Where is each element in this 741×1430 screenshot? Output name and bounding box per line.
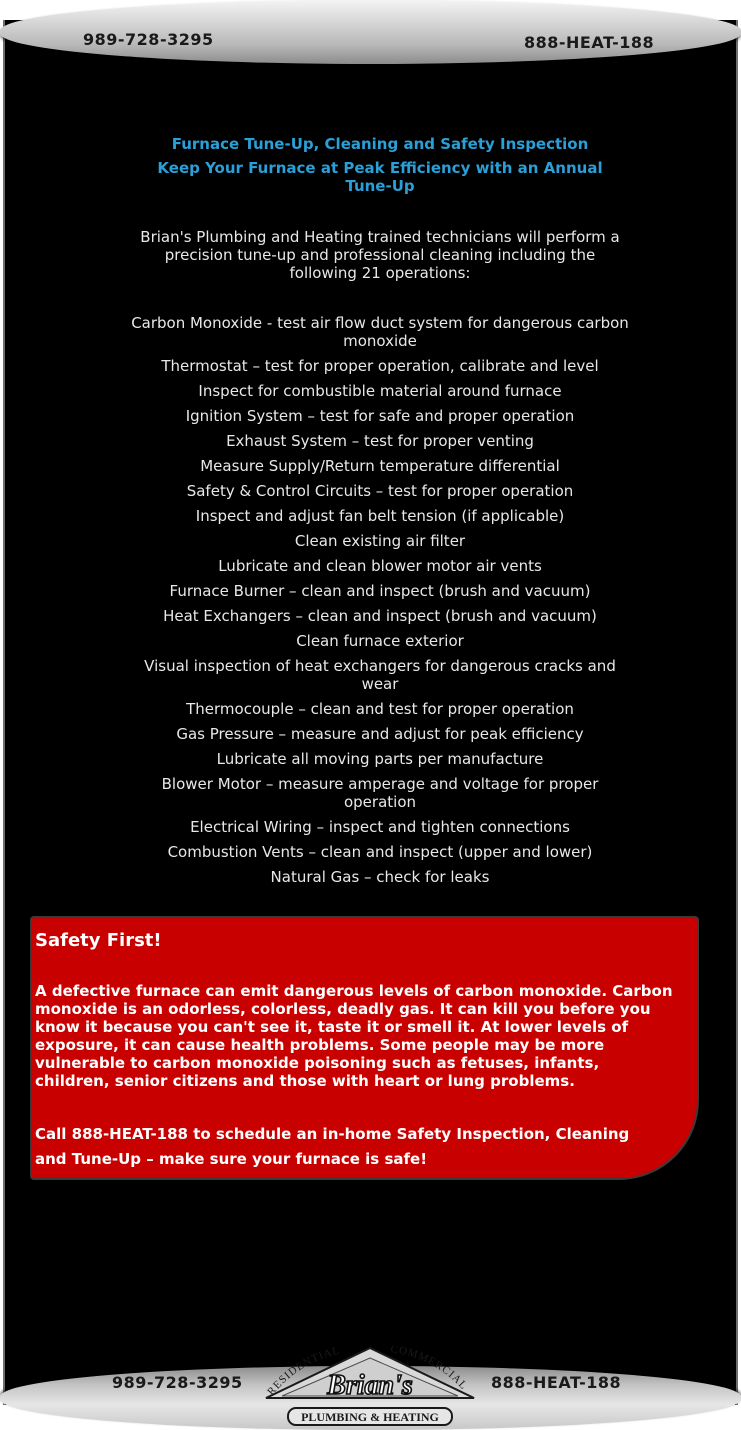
operation-item: Thermostat – test for proper operation, calibrate and level [161,357,599,375]
operation-item: Clean furnace exterior [296,632,464,650]
operation-item: Measure Supply/Return temperature differential [200,457,560,475]
operation-item: Heat Exchangers – clean and inspect (brush and vacuum) [163,607,597,625]
operation-item: Blower Motor – measure amperage and voltage for proper operation [161,775,599,811]
operation-item: Inspect for combustible material around furnace [198,382,562,400]
operation-item: Carbon Monoxide - test air flow duct system for dangerous carbon monoxide [131,314,629,350]
operation-item: Visual inspection of heat exchangers for dangerous cracks and wear [144,657,616,693]
page-subtitle: Keep Your Furnace at Peak Efficiency with an Annual Tune-Up [157,159,603,195]
operation-item: Lubricate and clean blower motor air vents [218,557,542,575]
logo-commercial: COMMERCIAL [389,1346,470,1393]
header-phone-left[interactable]: 989-728-3295 [83,30,214,49]
brians-logo[interactable] [262,1346,478,1430]
intro-text: Brian's Plumbing and Heating trained technicians will perform a precision tune-up and professional cleaning including the following 21 operations: [140,228,620,282]
header-bar [0,0,741,64]
operations-list [130,314,630,893]
operation-item: Gas Pressure – measure and adjust for peak efficiency [176,725,584,743]
operation-item: Thermocouple – clean and test for proper operation [186,700,574,718]
operation-item: Clean existing air filter [294,532,466,550]
safety-body: A defective furnace can emit dangerous levels of carbon monoxide. Carbon monoxide is an odorless, colorless, deadly gas. It can kill you before you know it because you can't see it, taste it or smell it. At lower levels of exposure, it can cause health problems. Some people may be more vulnerable to carbon monoxide poisoning such as fetuses, infants, children, senior citizens and those with heart or lung problems. [35,982,673,1090]
safety-title: Safety First! [35,930,162,951]
logo-tagline: PLUMBING & HEATING [301,1410,439,1424]
page-title: Furnace Tune-Up, Cleaning and Safety Inspection [171,135,589,153]
footer-phone-left[interactable]: 989-728-3295 [112,1373,243,1392]
footer-phone-right[interactable]: 888-HEAT-188 [491,1373,622,1392]
safety-call-to-action: Call 888-HEAT-188 to schedule an in-home Safety Inspection, Cleaning and Tune-Up – make sure your furnace is safe! [35,1125,630,1168]
operation-item: Lubricate all moving parts per manufacture [216,750,544,768]
operation-item: Natural Gas – check for leaks [270,868,490,886]
logo-brand: Brian's [327,1370,413,1401]
operation-item: Exhaust System – test for proper venting [226,432,534,450]
operation-item: Electrical Wiring – inspect and tighten connections [190,818,570,836]
operation-item: Inspect and adjust fan belt tension (if applicable) [195,507,565,525]
safety-callout [30,916,699,1180]
logo-residential: RESIDENTIAL [265,1346,342,1398]
operation-item: Furnace Burner – clean and inspect (brush and vacuum) [169,582,591,600]
operation-item: Safety & Control Circuits – test for proper operation [186,482,574,500]
header-phone-right[interactable]: 888-HEAT-188 [524,33,655,52]
operation-item: Ignition System – test for safe and proper operation [185,407,575,425]
operation-item: Combustion Vents – clean and inspect (upper and lower) [167,843,593,861]
